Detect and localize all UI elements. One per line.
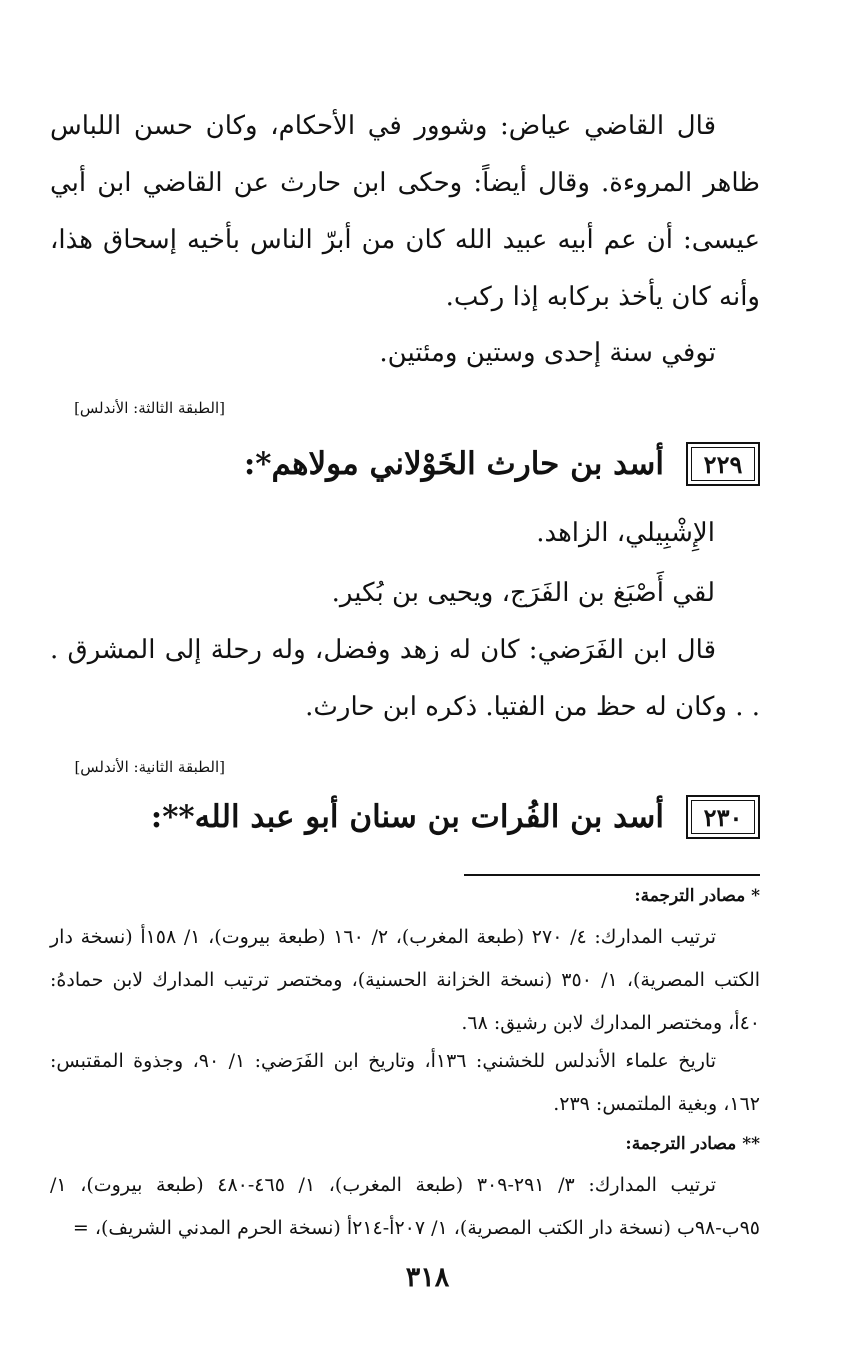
entry-paragraph: قال ابن الفَرَضي: كان له زهد وفضل، وله رحلة إلى المشرق . . . وكان له حظ من الفتيا. ذكره ابن حارث. xyxy=(50,635,760,722)
entry-line: الإِشْبِيلي، الزاهد. xyxy=(536,518,715,548)
top-paragraph: قال القاضي عياض: وشوور في الأحكام، وكان حسن اللباس ظاهر المروءة. وقال أيضاً: وحكى ابن حارث عن القاضي ابن أبي عيسى: أن عم أبيه عبيد الله كان من أبرّ الناس بأخيه إسحاق هذا، وأنه كان يأخذ بركابه إذا ركب. xyxy=(50,111,760,312)
entry-heading xyxy=(50,795,760,839)
footnote-paragraph: تاريخ علماء الأندلس للخشني: ١٣٦أ، وتاريخ ابن الفَرَضي: ١/ ٩٠، وجذوة المقتبس: ١٦٢، وبغية الملتمس: ٢٣٩. xyxy=(50,1050,760,1115)
entry-name: أسد بن الفُرات بن سنان أبو عبد الله**: xyxy=(150,799,664,835)
footnote-paragraph: ترتيب المدارك: ٣/ ٢٩١-٣٠٩ (طبعة المغرب)، ١/ ٤٦٥-٤٨٠ (طبعة بيروت)، ١/ ٩٥ب-٩٨ب (نسخة دار الكتب المصرية)، ١/ ٢٠٧أ-٢١٤أ (نسخة الحرم المدني الشريف)، = xyxy=(50,1174,760,1239)
death-line: توفي سنة إحدى وستين ومئتين. xyxy=(379,338,716,368)
tabaqa-label: [الطبقة الثانية: الأندلس] xyxy=(74,758,225,776)
footnote-title: * مصادر الترجمة: xyxy=(634,886,760,906)
page-number: ٣١٨ xyxy=(405,1262,450,1293)
entry-number-box: ٢٢٩ xyxy=(686,442,760,486)
entry-name: أسد بن حارث الخَوْلاني مولاهم*: xyxy=(243,446,664,482)
footnote-paragraph: ترتيب المدارك: ٤/ ٢٧٠ (طبعة المغرب)، ٢/ ١٦٠ (طبعة بيروت)، ١/ ١٥٨أ (نسخة دار الكتب المصرية)، ١/ ٣٥٠ (نسخة الخزانة الحسنية)، ومختصر ترتيب المدارك لابن حمادهُ: ٤٠أ، ومختصر المدارك لابن رشيق: ٦٨. xyxy=(50,926,761,1034)
entry-heading xyxy=(50,442,760,486)
entry-line: لقي أَصْبَغ بن الفَرَج، ويحيى بن بُكير. xyxy=(331,578,715,608)
tabaqa-label: [الطبقة الثالثة: الأندلس] xyxy=(74,399,225,417)
footnote-divider xyxy=(464,874,760,876)
entry-number-box: ٢٣٠ xyxy=(686,795,760,839)
footnote-title: ** مصادر الترجمة: xyxy=(625,1134,760,1154)
